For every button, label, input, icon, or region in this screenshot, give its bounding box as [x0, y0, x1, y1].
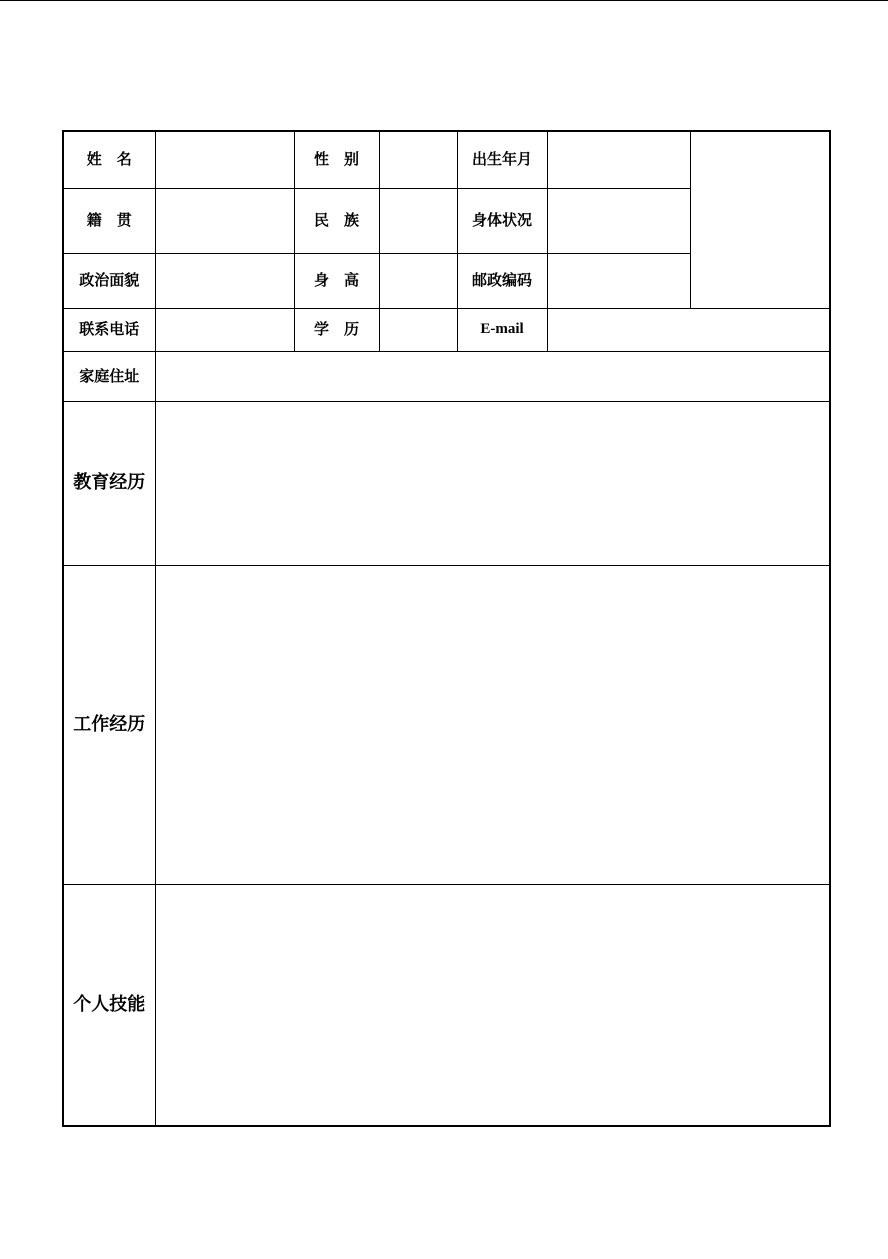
home-address-label: 家庭住址 — [63, 351, 155, 401]
height-label: 身 高 — [294, 253, 379, 308]
work-history-field[interactable] — [155, 565, 830, 884]
native-place-field[interactable] — [155, 188, 294, 253]
ethnicity-field[interactable] — [379, 188, 457, 253]
email-label: E-mail — [457, 308, 547, 351]
gender-label: 性 别 — [294, 131, 379, 188]
photo-box[interactable] — [690, 131, 830, 308]
row-contact — [63, 308, 830, 351]
native-place-label: 籍 贯 — [63, 188, 155, 253]
political-status-field[interactable] — [155, 253, 294, 308]
row-basic-1 — [63, 131, 830, 188]
resume-form — [62, 130, 829, 1127]
health-label: 身体状况 — [457, 188, 547, 253]
education-history-field[interactable] — [155, 401, 830, 565]
page-top-rule — [0, 0, 888, 1]
row-education-history — [63, 401, 830, 565]
political-status-label: 政治面貌 — [63, 253, 155, 308]
work-history-label: 工作经历 — [63, 565, 155, 884]
phone-field[interactable] — [155, 308, 294, 351]
row-address — [63, 351, 830, 401]
skills-field[interactable] — [155, 884, 830, 1126]
education-level-field[interactable] — [379, 308, 457, 351]
resume-table — [62, 130, 831, 1127]
postal-code-field[interactable] — [547, 253, 690, 308]
birth-date-field[interactable] — [547, 131, 690, 188]
name-field[interactable] — [155, 131, 294, 188]
phone-label: 联系电话 — [63, 308, 155, 351]
gender-field[interactable] — [379, 131, 457, 188]
home-address-field[interactable] — [155, 351, 830, 401]
row-work-history — [63, 565, 830, 884]
skills-label: 个人技能 — [63, 884, 155, 1126]
ethnicity-label: 民 族 — [294, 188, 379, 253]
name-label: 姓 名 — [63, 131, 155, 188]
height-field[interactable] — [379, 253, 457, 308]
postal-code-label: 邮政编码 — [457, 253, 547, 308]
health-field[interactable] — [547, 188, 690, 253]
row-skills — [63, 884, 830, 1126]
education-level-label: 学 历 — [294, 308, 379, 351]
birth-date-label: 出生年月 — [457, 131, 547, 188]
education-history-label: 教育经历 — [63, 401, 155, 565]
email-field[interactable] — [547, 308, 830, 351]
